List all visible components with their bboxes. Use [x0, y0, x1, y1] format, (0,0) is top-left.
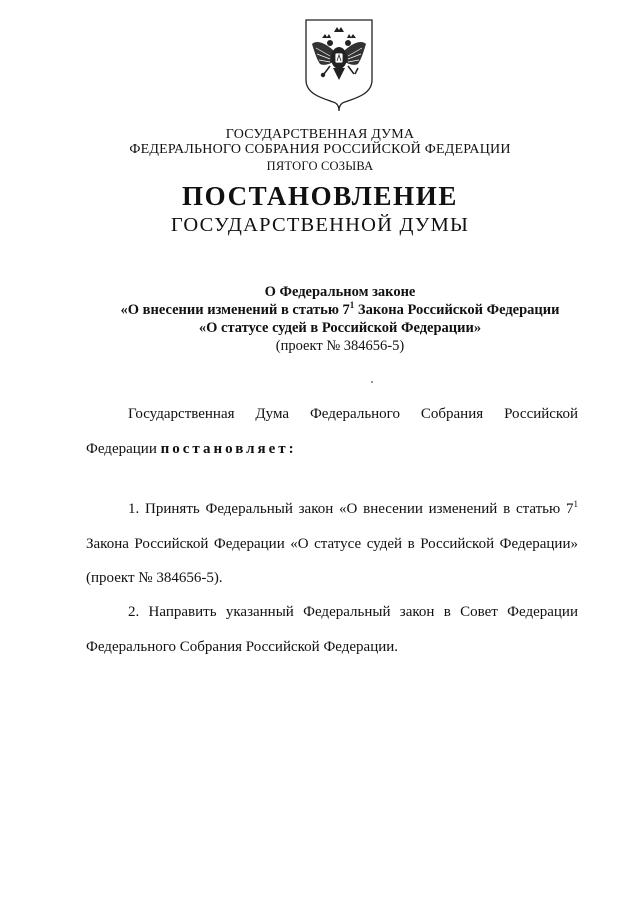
law-heading-line-3: «О статусе судей в Российской Федерации» — [198, 320, 482, 336]
item-2-line-1: 2. Направить указанный Федеральный закон в Совет Федерации — [128, 604, 578, 620]
document-subtitle: ГОСУДАРСТВЕННОЙ ДУМЫ — [170, 214, 470, 236]
header-line-federal-assembly: ФЕДЕРАЛЬНОГО СОБРАНИЯ РОССИЙСКОЙ ФЕДЕРАЦИИ — [129, 142, 511, 157]
resolves-keyword: постановляет: — [160, 441, 297, 457]
document-title: ПОСТАНОВЛЕНИЕ — [182, 181, 458, 211]
law-heading-line-2-text: «О внесении изменений в статью 7 — [120, 302, 350, 318]
intro-line-2-text: Федерации — [86, 441, 161, 457]
item-2-line-2: Федерального Собрания Российской Федерации. — [86, 639, 399, 655]
header-line-convocation: ПЯТОГО СОЗЫВА — [266, 159, 374, 173]
intro-line-2 — [86, 441, 578, 458]
intro-line-1: Государственная Дума Федерального Собрания Российской — [128, 406, 578, 422]
item-1-superscript: 1 — [573, 499, 578, 509]
header-line-duma: ГОСУДАРСТВЕННАЯ ДУМА — [225, 127, 415, 142]
russian-coat-of-arms-icon — [300, 18, 378, 114]
law-heading-line-2-rest: Закона Российской Федерации — [354, 302, 560, 318]
law-heading-line-1: О Федеральном законе — [264, 284, 416, 300]
item-1-line-1 — [86, 501, 578, 518]
article-superscript: 1 — [349, 300, 355, 311]
item-1-line-2: Закона Российской Федерации «О статусе судей в Российской Федерации» — [86, 536, 578, 552]
item-1-line-1-text: 1. Принять Федеральный закон «О внесении изменений в статью 7 — [128, 501, 574, 517]
law-heading-line-2 — [0, 302, 640, 319]
law-project-number: (проект № 384656-5) — [275, 338, 405, 354]
scan-speck — [371, 381, 373, 383]
item-1-line-3: (проект № 384656-5). — [86, 570, 223, 586]
